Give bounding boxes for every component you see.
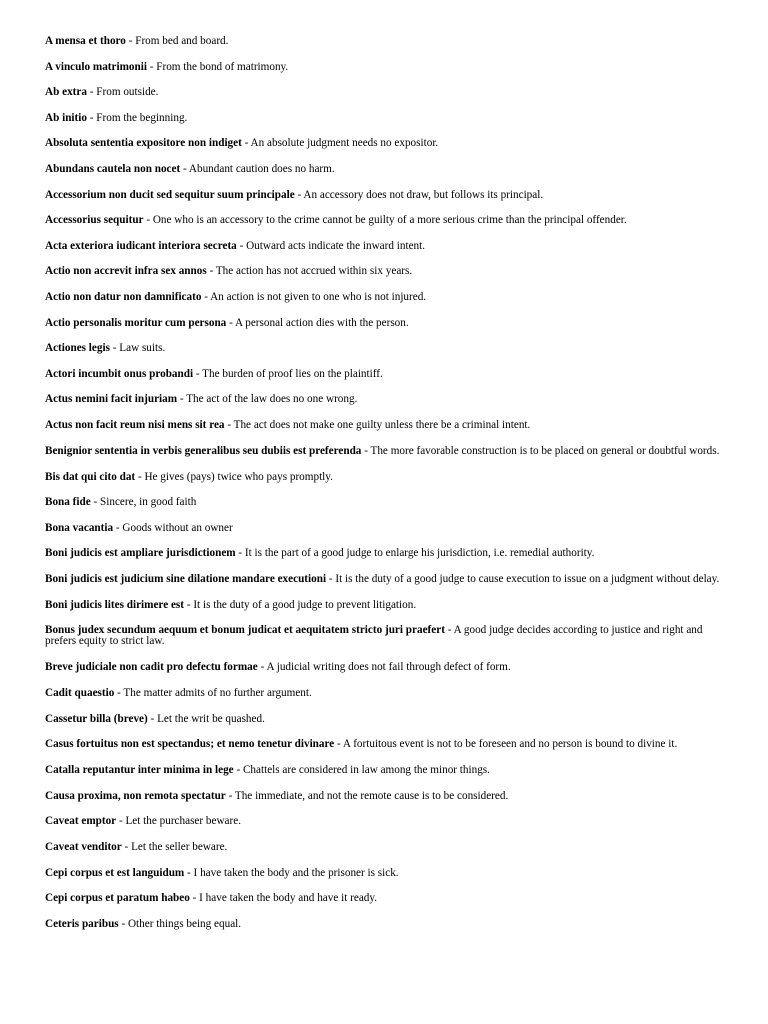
english-definition: - From the beginning. [86, 111, 188, 124]
glossary-entry [45, 625, 735, 647]
glossary-entry [45, 394, 735, 405]
latin-term: Actio non accrevit infra sex annos [45, 265, 207, 278]
glossary-entry [45, 523, 735, 534]
latin-term: Cassetur billa (breve) [45, 712, 148, 725]
english-definition: - A good judge decides according to justice and right and prefers equity to strict law. [45, 624, 703, 648]
english-definition: - The matter admits of no further argument. [114, 687, 312, 700]
english-definition: - From bed and board. [125, 35, 229, 47]
glossary-entry [45, 292, 735, 303]
glossary-entry [45, 868, 735, 879]
glossary-entry [45, 600, 735, 611]
latin-term: Actio non datur non damnificato [45, 290, 202, 303]
latin-term: Actiones legis [45, 342, 110, 355]
glossary-entry [45, 739, 735, 750]
glossary-entry [45, 62, 735, 73]
latin-term: Acta exteriora iudicant interiora secreta [45, 239, 237, 252]
latin-term: Benignior sententia in verbis generalibus seu dubiis est preferenda [45, 444, 362, 457]
english-definition: - It is the duty of a good judge to prevent litigation. [184, 598, 417, 611]
english-definition: - Other things being equal. [118, 917, 242, 930]
latin-term: A mensa et thoro [45, 35, 126, 47]
glossary-entry [45, 369, 735, 380]
latin-term: Causa proxima, non remota spectatur [45, 789, 226, 802]
english-definition: - Outward acts indicate the inward intent. [236, 239, 426, 252]
latin-term: Absoluta sententia expositore non indiget [45, 137, 242, 150]
glossary-entry [45, 919, 735, 930]
glossary-entry [45, 688, 735, 699]
latin-term: Caveat emptor [45, 815, 117, 828]
english-definition: - The burden of proof lies on the plaintiff. [193, 367, 383, 380]
glossary-entry [45, 714, 735, 725]
latin-term: Bonus judex secundum aequum et bonum judicat et aequitatem stricto juri praefert [45, 624, 445, 637]
english-definition: - The more favorable construction is to be placed on general or doubtful words. [361, 444, 720, 457]
english-definition: - I have taken the body and the prisoner is sick. [184, 866, 399, 879]
glossary-entry [45, 816, 735, 827]
glossary-entry [45, 190, 735, 201]
glossary-entry [45, 574, 735, 585]
latin-term: Ab extra [45, 86, 87, 99]
latin-term: Actus nemini facit injuriam [45, 393, 178, 406]
glossary-entry [45, 215, 735, 226]
english-definition: - An absolute judgment needs no expositor. [241, 137, 439, 150]
english-definition: - Let the seller beware. [121, 841, 228, 854]
latin-term: Boni judicis lites dirimere est [45, 598, 185, 611]
latin-term: Boni judicis est judicium sine dilatione mandare executioni [45, 572, 327, 585]
glossary-entry [45, 472, 735, 483]
english-definition: - He gives (pays) twice who pays promptly. [135, 470, 333, 483]
glossary-entry [45, 343, 735, 354]
glossary-entry [45, 138, 735, 149]
glossary-entry [45, 765, 735, 776]
english-definition: - A fortuitous event is not to be foreseen and no person is bound to divine it. [334, 738, 678, 751]
latin-term: Caveat venditor [45, 841, 122, 854]
english-definition: - The action has not accrued within six years. [206, 265, 413, 278]
english-definition: - The immediate, and not the remote cause is to be considered. [225, 789, 509, 802]
latin-term: Cepi corpus et paratum habeo [45, 892, 190, 905]
latin-term: Boni judicis est ampliare jurisdictionem [45, 547, 236, 560]
glossary-entry [45, 791, 735, 802]
english-definition: - An accessory does not draw, but follows its principal. [294, 188, 544, 201]
english-definition: - Chattels are considered in law among the minor things. [233, 764, 490, 777]
glossary-entry [45, 662, 735, 673]
english-definition: - It is the duty of a good judge to cause execution to issue on a judgment without delay. [326, 572, 720, 585]
latin-term: Breve judiciale non cadit pro defectu formae [45, 661, 258, 674]
latin-term: Cadit quaestio [45, 687, 115, 700]
english-definition: - Sincere, in good faith [90, 496, 197, 509]
glossary-entry [45, 164, 735, 175]
latin-term: Catalla reputantur inter minima in lege [45, 764, 234, 777]
english-definition: - An action is not given to one who is not injured. [201, 290, 427, 303]
english-definition: - The act does not make one guilty unless there be a criminal intent. [224, 418, 531, 431]
english-definition: - Law suits. [109, 342, 166, 355]
latin-term: Ab initio [45, 111, 87, 124]
english-definition: - A judicial writing does not fail through defect of form. [257, 661, 511, 674]
latin-term: Actio personalis moritur cum persona [45, 316, 227, 329]
glossary-entry [45, 497, 735, 508]
glossary-entry [45, 446, 735, 457]
english-definition: - From outside. [86, 86, 159, 99]
english-definition: - A personal action dies with the person. [226, 316, 409, 329]
english-definition: - Goods without an owner [113, 521, 233, 534]
english-definition: - Abundant caution does no harm. [180, 162, 335, 175]
latin-term: Abundans cautela non nocet [45, 162, 181, 175]
glossary-entry [45, 548, 735, 559]
latin-term: A vinculo matrimonii [45, 60, 147, 73]
glossary-entry [45, 113, 735, 124]
english-definition: - Let the purchaser beware. [116, 815, 242, 828]
latin-term: Accessorium non ducit sed sequitur suum principale [45, 188, 295, 201]
latin-term: Actus non facit reum nisi mens sit rea [45, 418, 225, 431]
glossary-entry [45, 36, 735, 47]
glossary-entry [45, 318, 735, 329]
latin-term: Bona vacantia [45, 521, 114, 534]
english-definition: - Let the writ be quashed. [147, 712, 265, 725]
glossary-entry [45, 420, 735, 431]
english-definition: - I have taken the body and have it ready. [189, 892, 378, 905]
latin-term: Accessorius sequitur [45, 214, 144, 227]
latin-maxims-list [45, 36, 735, 944]
latin-term: Casus fortuitus non est spectandus; et nemo tenetur divinare [45, 738, 335, 751]
latin-term: Actori incumbit onus probandi [45, 367, 194, 380]
glossary-entry [45, 266, 735, 277]
glossary-entry [45, 87, 735, 98]
glossary-entry [45, 893, 735, 904]
glossary-entry [45, 842, 735, 853]
latin-term: Cepi corpus et est languidum [45, 866, 185, 879]
glossary-entry [45, 241, 735, 252]
latin-term: Ceteris paribus [45, 917, 119, 930]
english-definition: - The act of the law does no one wrong. [177, 393, 358, 406]
latin-term: Bona fide [45, 496, 91, 509]
english-definition: - It is the part of a good judge to enlarge his jurisdiction, i.e. remedial authority. [235, 547, 595, 560]
english-definition: - One who is an accessory to the crime cannot be guilty of a more serious crime than the principal offender. [143, 214, 627, 227]
latin-term: Bis dat qui cito dat [45, 470, 136, 483]
english-definition: - From the bond of matrimony. [146, 60, 289, 73]
